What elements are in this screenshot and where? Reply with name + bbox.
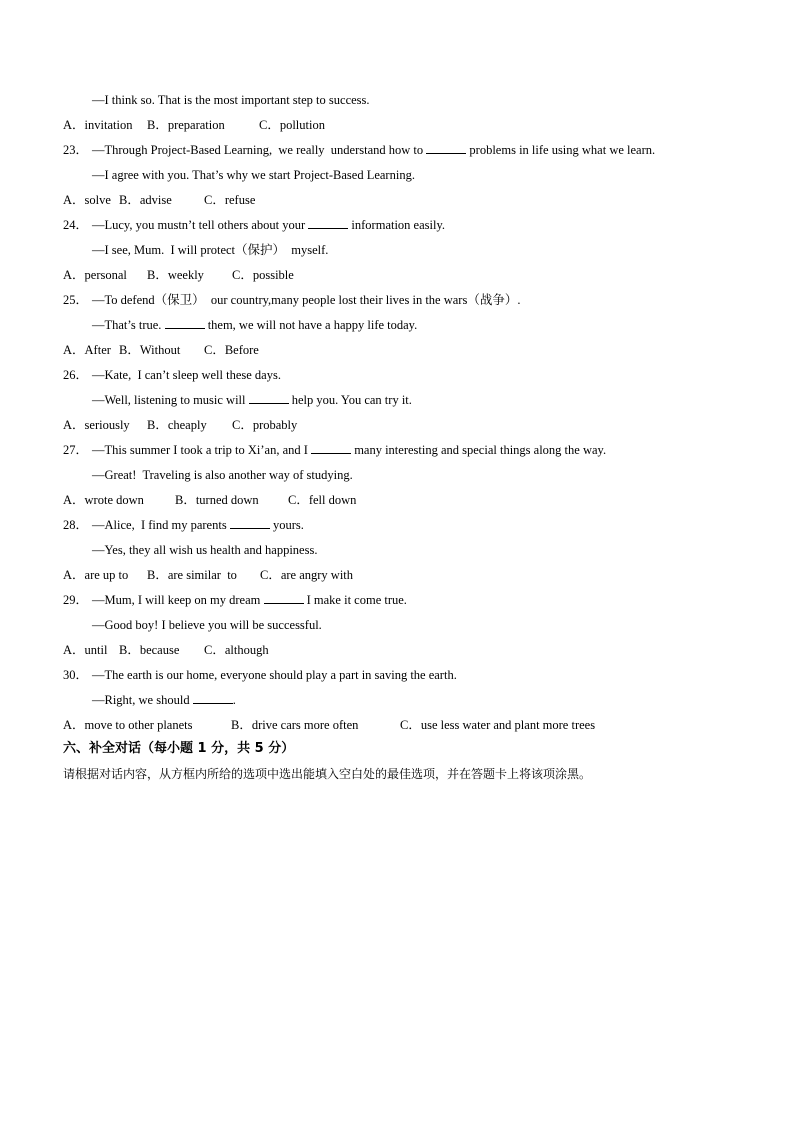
question-number: 29． xyxy=(63,593,89,607)
q30-reply xyxy=(92,691,236,709)
option-c: C．Before xyxy=(204,343,259,357)
dialog-line: —Good boy! I believe you will be successful. xyxy=(92,618,322,632)
dialog-line: —Right, we should xyxy=(92,693,190,707)
dialog-line: —That’s true. xyxy=(92,318,162,332)
option-c: C．are angry with xyxy=(260,568,354,582)
q27-reply xyxy=(92,466,353,484)
question-text: —This summer I took a trip to Xi’an, and I xyxy=(92,443,308,457)
option-c: C．refuse xyxy=(204,193,256,207)
answer-blank xyxy=(308,216,348,229)
question-number: 27． xyxy=(63,443,89,457)
section-instruction: 请根据对话内容，从方框内所给的选项中选出能填入空白处的最佳选项，并在答题卡上将该项涂黑。 xyxy=(63,767,592,781)
q24-question xyxy=(63,216,445,234)
question-text: —Through Project-Based Learning, we really understand how to xyxy=(92,143,424,157)
q22-options xyxy=(63,116,325,134)
dialog-line: —I see, Mum. I will protect（保护） myself. xyxy=(92,243,329,257)
option-b: B．turned down xyxy=(175,493,259,507)
q29-options xyxy=(63,641,269,659)
q29-question xyxy=(63,591,407,609)
q22-reply xyxy=(92,91,370,109)
question-text: —Kate, I can’t sleep well these days. xyxy=(92,368,281,382)
q28-question xyxy=(63,516,304,534)
option-c: C．possible xyxy=(232,268,294,282)
q23-question xyxy=(63,141,655,159)
question-number: 24． xyxy=(63,218,89,232)
q27-question xyxy=(63,441,606,459)
option-a: A．until xyxy=(63,643,108,657)
section-heading: 六、补全对话（每小题 1 分，共 5 分） xyxy=(63,741,295,756)
question-text: —To defend（保卫） our country,many people lost their lives in the wars（战争）. xyxy=(92,293,521,307)
question-text: I make it come true. xyxy=(306,593,407,607)
answer-blank xyxy=(230,516,270,529)
option-a: A．personal xyxy=(63,268,127,282)
q25-options xyxy=(63,341,259,359)
option-b: B．weekly xyxy=(147,268,204,282)
dialog-line: —Well, listening to music will xyxy=(92,393,246,407)
option-b: B．drive cars more often xyxy=(231,718,359,732)
question-number: 25． xyxy=(63,293,89,307)
option-a: A．are up to xyxy=(63,568,129,582)
question-number: 28． xyxy=(63,518,89,532)
question-text: —Mum, I will keep on my dream xyxy=(92,593,261,607)
option-c: C．although xyxy=(204,643,269,657)
option-c: C．use less water and plant more trees xyxy=(400,718,596,732)
dialog-line: . xyxy=(232,693,236,707)
q24-options xyxy=(63,266,294,284)
q29-reply xyxy=(92,616,322,634)
option-c: C．pollution xyxy=(259,118,325,132)
dialog-line: —I agree with you. That’s why we start Project-Based Learning. xyxy=(92,168,415,182)
q23-options xyxy=(63,191,256,209)
question-text: problems in life using what we learn. xyxy=(469,143,656,157)
q28-options xyxy=(63,566,354,584)
option-b: B．advise xyxy=(119,193,172,207)
question-number: 23． xyxy=(63,143,89,157)
option-b: B．are similar to xyxy=(147,568,237,582)
question-number: 30． xyxy=(63,668,89,682)
option-a: A．After xyxy=(63,343,111,357)
option-a: A．solve xyxy=(63,193,111,207)
question-text: yours. xyxy=(272,518,304,532)
q30-options xyxy=(63,716,596,734)
option-a: A．seriously xyxy=(63,418,130,432)
q25-question xyxy=(63,291,520,309)
question-number: 26． xyxy=(63,368,89,382)
answer-blank xyxy=(264,591,304,604)
question-text: information easily. xyxy=(351,218,446,232)
option-c: C．probably xyxy=(232,418,298,432)
answer-blank xyxy=(311,441,351,454)
dialog-line: —Yes, they all wish us health and happiness. xyxy=(92,543,318,557)
option-b: B．preparation xyxy=(147,118,225,132)
question-text: —The earth is our home, everyone should play a part in saving the earth. xyxy=(92,668,457,682)
question-text: many interesting and special things along the way. xyxy=(354,443,607,457)
option-b: B．Without xyxy=(119,343,181,357)
option-a: A．invitation xyxy=(63,118,133,132)
q24-reply xyxy=(92,241,328,259)
q28-reply xyxy=(92,541,317,559)
option-b: B．cheaply xyxy=(147,418,207,432)
q30-question xyxy=(63,666,457,684)
answer-blank xyxy=(193,691,233,704)
q26-options xyxy=(63,416,298,434)
answer-blank xyxy=(426,141,466,154)
q26-reply xyxy=(92,391,412,409)
q26-question xyxy=(63,366,281,384)
question-text: —Alice, I find my parents xyxy=(92,518,227,532)
dialog-line: —Great! Traveling is also another way of studying. xyxy=(92,468,353,482)
q27-options xyxy=(63,491,357,509)
q25-reply xyxy=(92,316,417,334)
option-c: C．fell down xyxy=(288,493,357,507)
answer-blank xyxy=(165,316,205,329)
answer-blank xyxy=(249,391,289,404)
dialog-line: —I think so. That is the most important step to success. xyxy=(92,93,370,107)
option-a: A．move to other planets xyxy=(63,718,193,732)
dialog-line: help you. You can try it. xyxy=(291,393,412,407)
q23-reply xyxy=(92,166,415,184)
option-b: B．because xyxy=(119,643,180,657)
dialog-line: them, we will not have a happy life today. xyxy=(207,318,418,332)
option-a: A．wrote down xyxy=(63,493,144,507)
question-text: —Lucy, you mustn’t tell others about your xyxy=(92,218,306,232)
